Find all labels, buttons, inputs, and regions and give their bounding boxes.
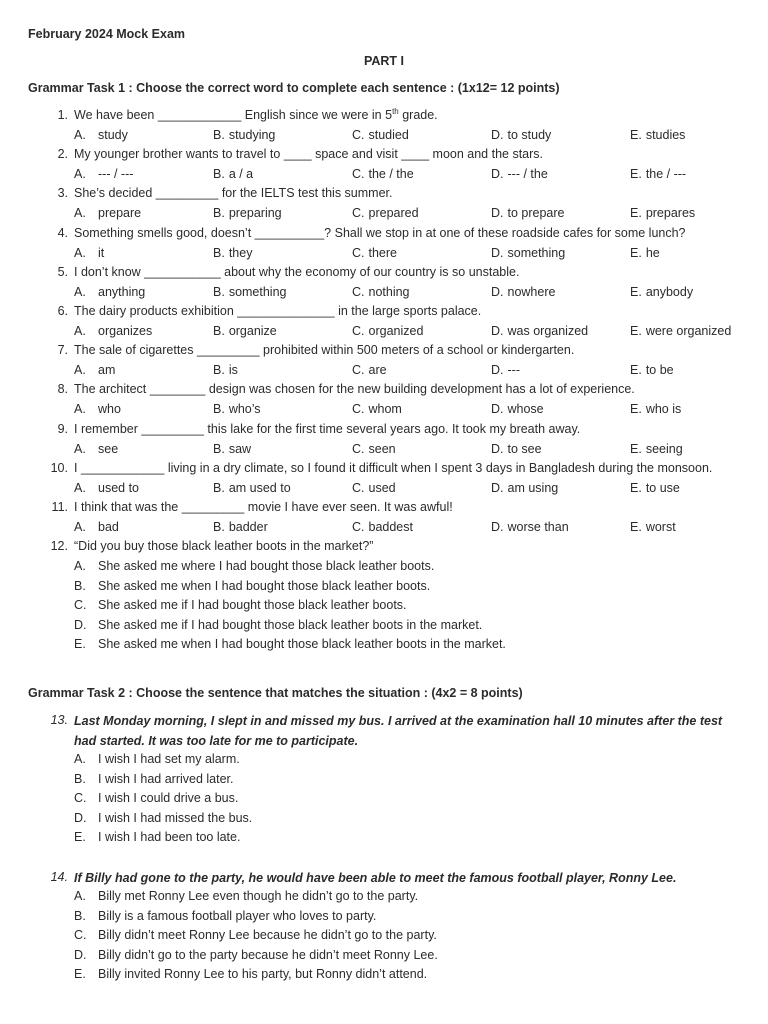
- question-text: [74, 108, 438, 122]
- answer-option: [491, 285, 555, 299]
- option-letter: D.: [491, 246, 504, 260]
- option-letter: E.: [630, 167, 642, 181]
- answer-option: [491, 442, 542, 456]
- option-text: study: [98, 128, 128, 142]
- option-letter: B.: [213, 285, 225, 299]
- option-text: I wish I had missed the bus.: [98, 810, 253, 825]
- option-letter: D.: [74, 810, 87, 825]
- question-text: My younger brother wants to travel to ____ space and visit ____ moon and the stars.: [74, 147, 544, 161]
- answer-option: [74, 246, 104, 260]
- option-letter: A.: [74, 520, 86, 534]
- answer-option: [74, 559, 434, 573]
- question-number: 14.: [50, 870, 68, 884]
- answer-option: [630, 246, 660, 260]
- question-text: I think that was the _________ movie I have ever seen. It was awful!: [74, 500, 453, 514]
- answer-option: [213, 285, 287, 299]
- option-text: She asked me when I had bought those black leather boots in the market.: [98, 637, 506, 652]
- question-text: The architect ________ design was chosen for the new building development has a lot of experience.: [74, 382, 635, 396]
- option-text: Billy met Ronny Lee even though he didn’t go to the party.: [98, 889, 419, 903]
- answer-option: [74, 967, 427, 981]
- option-text: to prepare: [507, 206, 565, 220]
- answer-option: [213, 363, 238, 377]
- option-text: something: [507, 246, 566, 260]
- answer-option: [352, 520, 413, 534]
- option-letter: C.: [352, 402, 365, 416]
- answer-option: [74, 928, 437, 942]
- answer-option: [352, 246, 397, 260]
- question-number: 8.: [57, 382, 68, 396]
- answer-option: [213, 324, 277, 338]
- option-letter: B.: [213, 442, 225, 456]
- option-letter: C.: [352, 167, 365, 181]
- answer-option: [74, 579, 430, 593]
- answer-option: [74, 481, 139, 495]
- option-letter: B.: [213, 402, 225, 416]
- option-text: the / ---: [645, 167, 687, 181]
- option-text: nowhere: [507, 285, 556, 299]
- option-text: who: [98, 402, 121, 416]
- question-number: 6.: [57, 304, 68, 318]
- option-text: She asked me when I had bought those black leather boots.: [98, 578, 431, 593]
- option-text: I wish I had arrived later.: [98, 771, 234, 786]
- answer-option: [74, 402, 121, 416]
- answer-option: [630, 128, 685, 142]
- option-letter: E.: [630, 324, 642, 338]
- question-text-part: grade.: [398, 108, 438, 122]
- option-text: prepared: [368, 206, 419, 220]
- answer-option: [74, 285, 145, 299]
- answer-option: [74, 206, 141, 220]
- option-letter: C.: [352, 363, 365, 377]
- answer-option: [630, 520, 676, 534]
- option-letter: B.: [213, 520, 225, 534]
- answer-option: [74, 830, 240, 844]
- option-text: used: [368, 481, 396, 495]
- answer-option: [213, 128, 275, 142]
- option-letter: C.: [352, 206, 365, 220]
- answer-option: [74, 889, 418, 903]
- option-text: who’s: [228, 402, 261, 416]
- option-text: Billy didn’t meet Ronny Lee because he didn’t go to the party.: [98, 928, 437, 943]
- option-text: I wish I had set my alarm.: [98, 752, 240, 766]
- option-letter: C.: [352, 442, 365, 456]
- option-text: it: [98, 246, 105, 260]
- option-letter: B.: [213, 167, 225, 181]
- question-text: “Did you buy those black leather boots in the market?”: [74, 539, 374, 553]
- answer-option: [74, 618, 482, 632]
- answer-option: [630, 167, 686, 181]
- option-letter: E.: [630, 442, 642, 456]
- answer-option: [74, 128, 128, 142]
- option-letter: E.: [630, 206, 642, 220]
- option-letter: D.: [491, 128, 504, 142]
- situation-text: Last Monday morning, I slept in and missed my bus. I arrived at the examination hall 10 minutes after the test had started. It was too late for me to participate.: [74, 714, 723, 748]
- answer-option: [630, 206, 695, 220]
- answer-option: [491, 402, 544, 416]
- answer-option: [352, 442, 396, 456]
- answer-option: [74, 772, 233, 786]
- answer-option: [74, 324, 152, 338]
- option-letter: D.: [491, 402, 504, 416]
- option-text: to study: [507, 128, 552, 142]
- option-letter: B.: [213, 363, 225, 377]
- answer-option: [352, 363, 387, 377]
- option-text: Billy didn’t go to the party because he didn’t meet Ronny Lee.: [98, 947, 438, 962]
- answer-option: [74, 637, 506, 651]
- option-text: whom: [368, 402, 402, 416]
- answer-option: [630, 442, 683, 456]
- option-letter: D.: [491, 442, 504, 456]
- option-text: ---: [507, 363, 520, 377]
- question-text-part: We have been ____________ English since we were in 5: [74, 108, 393, 122]
- option-letter: A.: [74, 889, 86, 903]
- question-number: 1.: [57, 108, 68, 122]
- option-letter: A.: [74, 206, 86, 220]
- option-letter: D.: [491, 167, 504, 181]
- answer-option: [352, 481, 396, 495]
- option-text: studied: [368, 128, 409, 142]
- option-letter: A.: [74, 246, 86, 260]
- option-letter: B.: [213, 481, 225, 495]
- answer-option: [74, 363, 115, 377]
- answer-option: [352, 324, 423, 338]
- option-text: seeing: [645, 442, 683, 456]
- answer-option: [491, 324, 588, 338]
- option-text: were organized: [645, 324, 732, 338]
- answer-option: [74, 167, 133, 181]
- option-text: preparing: [228, 206, 282, 220]
- answer-option: [213, 442, 251, 456]
- option-text: am using: [507, 481, 559, 495]
- option-text: I wish I could drive a bus.: [98, 791, 239, 806]
- answer-option: [491, 246, 565, 260]
- answer-option: [74, 811, 252, 825]
- option-letter: C.: [74, 928, 87, 943]
- option-letter: A.: [74, 442, 86, 456]
- option-text: I wish I had been too late.: [98, 830, 241, 845]
- option-letter: E.: [74, 967, 86, 982]
- option-letter: C.: [352, 481, 365, 495]
- option-text: anything: [98, 285, 146, 299]
- option-letter: A.: [74, 167, 86, 181]
- option-letter: B.: [74, 908, 86, 923]
- answer-option: [213, 481, 291, 495]
- question-number: 3.: [57, 186, 68, 200]
- answer-option: [213, 402, 261, 416]
- option-letter: C.: [352, 324, 365, 338]
- answer-option: [74, 909, 376, 923]
- question-number: 5.: [57, 265, 68, 279]
- option-letter: A.: [74, 752, 86, 766]
- option-letter: D.: [491, 481, 504, 495]
- option-text: a / a: [228, 167, 254, 181]
- question-number: 9.: [57, 422, 68, 436]
- answer-option: [74, 442, 118, 456]
- question-number: 13.: [50, 713, 68, 727]
- option-letter: D.: [491, 520, 504, 534]
- option-letter: B.: [74, 771, 86, 786]
- option-letter: E.: [630, 246, 642, 260]
- option-text: --- / ---: [98, 167, 134, 181]
- option-text: is: [228, 363, 238, 377]
- option-text: badder: [228, 520, 268, 534]
- answer-option: [630, 324, 731, 338]
- question-number: 12.: [50, 539, 68, 553]
- option-text: studying: [228, 128, 276, 142]
- option-letter: D.: [491, 206, 504, 220]
- option-letter: C.: [352, 128, 365, 142]
- answer-option: [213, 206, 282, 220]
- exam-title: February 2024 Mock Exam: [28, 27, 186, 41]
- option-letter: A.: [74, 128, 86, 142]
- option-letter: A.: [74, 285, 86, 299]
- answer-option: [213, 167, 253, 181]
- answer-option: [74, 752, 240, 766]
- option-letter: C.: [74, 598, 87, 613]
- option-text: the / the: [368, 167, 414, 181]
- option-text: organize: [228, 324, 277, 338]
- option-letter: E.: [630, 285, 642, 299]
- option-letter: B.: [213, 206, 225, 220]
- option-text: prepares: [645, 206, 696, 220]
- question-number: 10.: [50, 461, 68, 475]
- question-number: 4.: [57, 226, 68, 240]
- option-letter: E.: [630, 481, 642, 495]
- option-letter: A.: [74, 324, 86, 338]
- answer-option: [491, 481, 558, 495]
- question-number: 2.: [57, 147, 68, 161]
- option-text: am used to: [228, 481, 291, 495]
- answer-option: [213, 246, 252, 260]
- option-letter: D.: [74, 617, 87, 632]
- option-letter: B.: [74, 578, 86, 593]
- option-text: nothing: [368, 285, 410, 299]
- option-text: see: [98, 442, 119, 456]
- answer-option: [491, 363, 520, 377]
- option-text: to be: [645, 363, 674, 377]
- option-letter: A.: [74, 559, 86, 573]
- option-text: to use: [645, 481, 680, 495]
- option-text: who is: [645, 402, 682, 416]
- answer-option: [352, 285, 410, 299]
- option-letter: D.: [74, 947, 87, 962]
- option-text: studies: [645, 128, 686, 142]
- question-text: I remember _________ this lake for the first time several years ago. It took my breath away.: [74, 422, 581, 436]
- option-letter: C.: [352, 246, 365, 260]
- question-text: I don’t know ___________ about why the economy of our country is so unstable.: [74, 265, 520, 279]
- answer-option: [74, 948, 438, 962]
- answer-option: [74, 791, 238, 805]
- option-text: Billy invited Ronny Lee to his party, but Ronny didn’t attend.: [98, 967, 428, 982]
- option-text: She asked me if I had bought those black leather boots.: [98, 598, 407, 613]
- option-text: something: [228, 285, 287, 299]
- option-text: am: [98, 363, 116, 377]
- answer-option: [630, 402, 681, 416]
- option-text: organizes: [98, 324, 153, 338]
- option-letter: D.: [491, 363, 504, 377]
- option-letter: A.: [74, 481, 86, 495]
- question-text: I ____________ living in a dry climate, so I found it difficult when I spent 3 days in Bangladesh during the monsoon.: [74, 461, 713, 475]
- question-text: Something smells good, doesn’t __________? Shall we stop in at one of these roadside cafes for some lunch?: [74, 226, 686, 240]
- option-letter: A.: [74, 402, 86, 416]
- answer-option: [630, 363, 674, 377]
- option-text: Billy is a famous football player who loves to party.: [98, 908, 377, 923]
- option-letter: E.: [630, 402, 642, 416]
- option-text: bad: [98, 520, 119, 534]
- question-number: 11.: [51, 500, 68, 514]
- option-text: anybody: [645, 285, 694, 299]
- question-text: The sale of cigarettes _________ prohibited within 500 meters of a school or kindergarten.: [74, 343, 575, 357]
- question-text: The dairy products exhibition ______________ in the large sports palace.: [74, 304, 482, 318]
- answer-option: [352, 402, 402, 416]
- question-text-superscript: th: [392, 106, 399, 116]
- option-letter: E.: [630, 520, 642, 534]
- option-letter: B.: [213, 324, 225, 338]
- option-text: organized: [368, 324, 424, 338]
- option-letter: D.: [491, 285, 504, 299]
- answer-option: [491, 520, 569, 534]
- task2-title: Grammar Task 2 : Choose the sentence that matches the situation : (4x2 = 8 points): [28, 686, 523, 700]
- option-text: --- / the: [507, 167, 548, 181]
- option-letter: E.: [630, 128, 642, 142]
- option-text: are: [368, 363, 387, 377]
- option-text: there: [368, 246, 397, 260]
- option-letter: C.: [352, 285, 365, 299]
- option-letter: C.: [352, 520, 365, 534]
- answer-option: [213, 520, 268, 534]
- option-text: worst: [645, 520, 676, 534]
- option-text: She asked me if I had bought those black leather boots in the market.: [98, 617, 483, 632]
- question-text: She’s decided _________ for the IELTS test this summer.: [74, 186, 393, 200]
- option-text: they: [228, 246, 253, 260]
- option-letter: E.: [74, 637, 86, 652]
- option-text: used to: [98, 481, 140, 495]
- option-text: was organized: [507, 324, 589, 338]
- option-letter: A.: [74, 363, 86, 377]
- option-letter: B.: [213, 246, 225, 260]
- situation-text: If Billy had gone to the party, he would have been able to meet the famous football player, Ronny Lee.: [74, 871, 677, 885]
- task1-title: Grammar Task 1 : Choose the correct word to complete each sentence : (1x12= 12 points): [28, 81, 560, 95]
- option-text: baddest: [368, 520, 413, 534]
- answer-option: [352, 206, 419, 220]
- answer-option: [491, 167, 548, 181]
- option-text: seen: [368, 442, 396, 456]
- option-letter: C.: [74, 791, 87, 806]
- part-title: PART I: [363, 54, 405, 68]
- question-number: 7.: [57, 343, 68, 357]
- option-text: prepare: [98, 206, 142, 220]
- option-text: whose: [507, 402, 544, 416]
- answer-option: [491, 128, 551, 142]
- option-text: he: [645, 246, 660, 260]
- option-text: to see: [507, 442, 542, 456]
- option-letter: B.: [213, 128, 225, 142]
- option-letter: E.: [630, 363, 642, 377]
- option-letter: D.: [491, 324, 504, 338]
- option-text: worse than: [507, 520, 569, 534]
- answer-option: [630, 481, 680, 495]
- option-text: She asked me where I had bought those black leather boots.: [98, 559, 435, 573]
- answer-option: [74, 598, 407, 612]
- answer-option: [491, 206, 564, 220]
- answer-option: [630, 285, 693, 299]
- option-letter: E.: [74, 830, 86, 845]
- option-text: saw: [228, 442, 252, 456]
- answer-option: [74, 520, 119, 534]
- answer-option: [352, 128, 409, 142]
- answer-option: [352, 167, 414, 181]
